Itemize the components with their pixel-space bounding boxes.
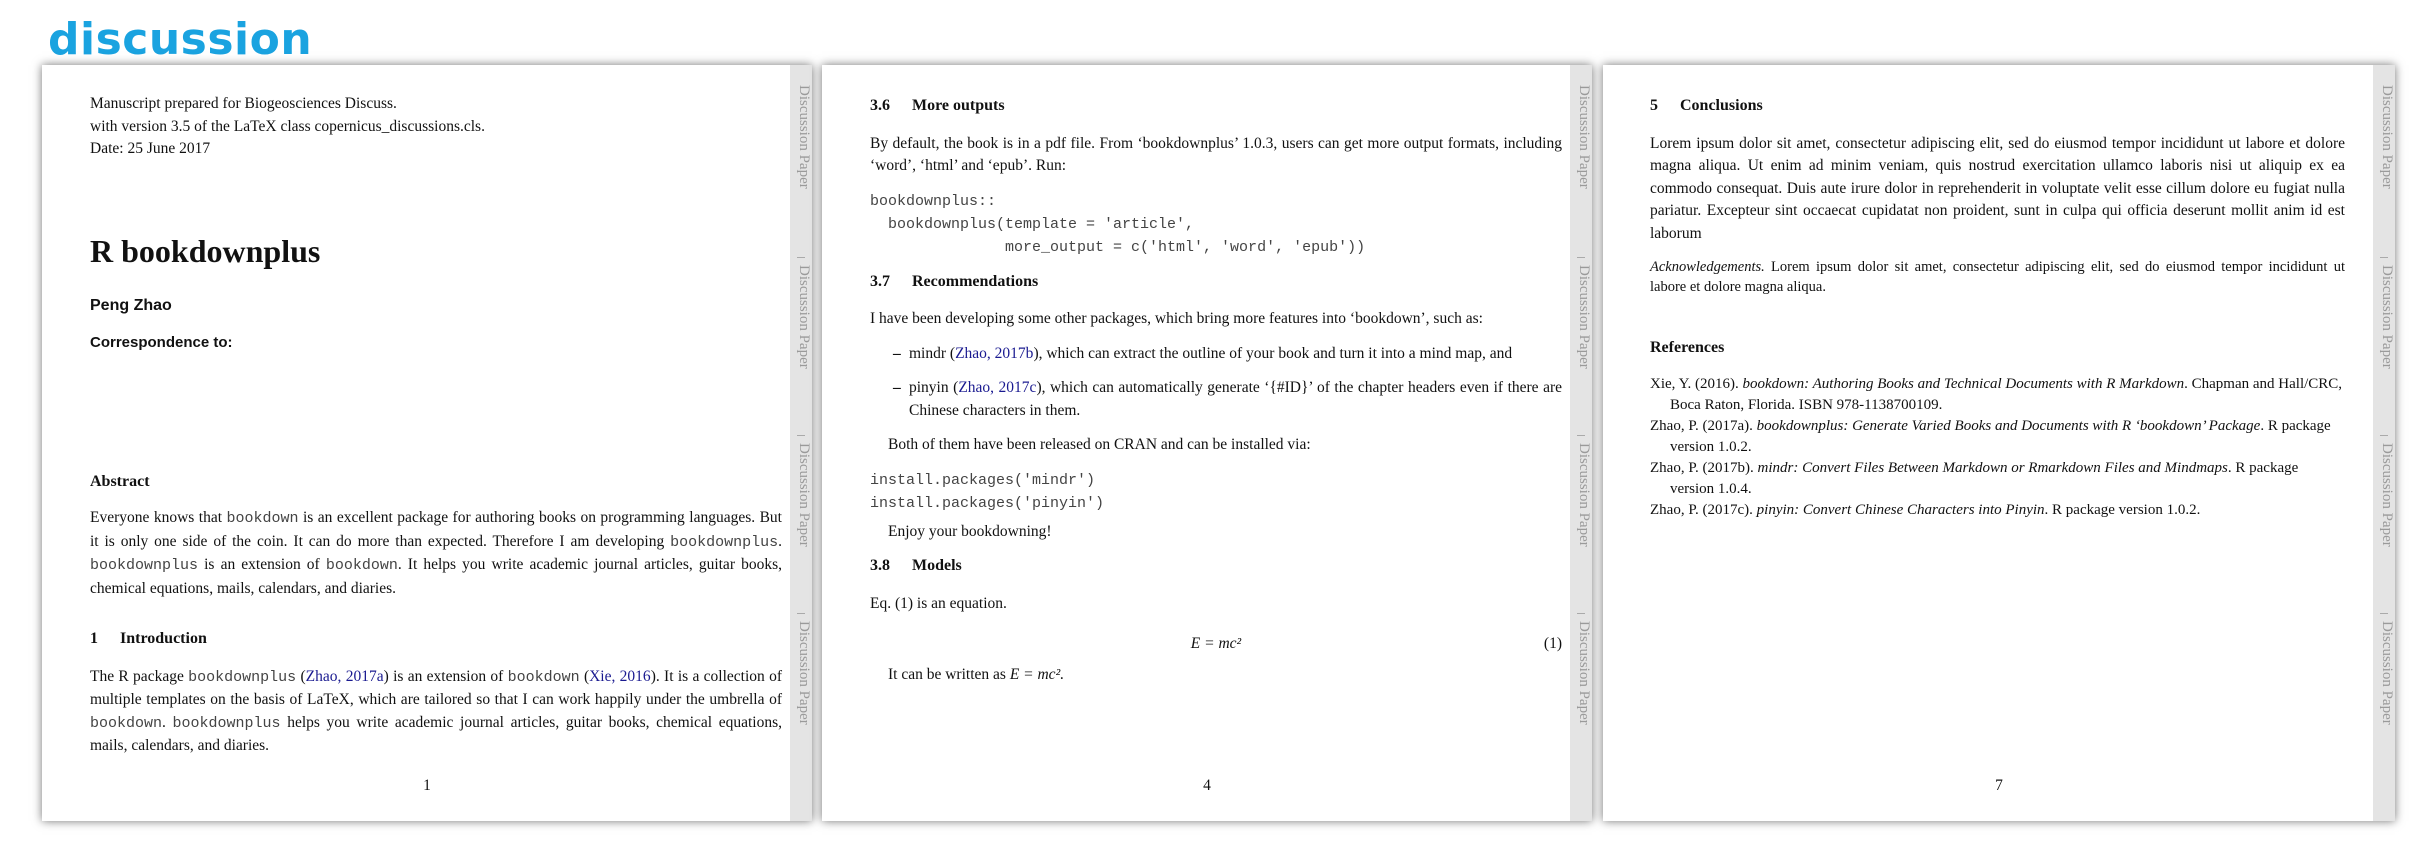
version-line: with version 3.5 of the LaTeX class copernicus_discussions.cls. <box>90 117 485 135</box>
discussion-paper-sidebar <box>1570 65 1592 821</box>
discussion-paper-sidebar <box>2373 65 2395 821</box>
page-1 <box>42 65 812 821</box>
code-block-install: install.packages('mindr') install.packages('pinyin') <box>870 471 1105 512</box>
code-block-bookdownplus: bookdownplus:: bookdownplus(template = 'article', more_output = c('html', 'word', 'epub')) <box>870 192 1366 256</box>
page-number: 4 <box>1203 777 1211 794</box>
equation-inline-text: It can be written as E = mc². <box>888 665 1065 683</box>
introduction-heading: 1 Introduction <box>90 630 207 647</box>
sidebar-divider <box>1577 435 1585 436</box>
conclusions-text: Lorem ipsum dolor sit amet, consectetur adipiscing elit, sed do eiusmod tempor incididunt ut labore et dolore magna aliqua. Ut enim ad minim veniam, quis nostrud exercitation ullamco laboris nisi ut aliquip ex ea commodo consequat. Duis aute irure dolor in reprehenderit in voluptate velit esse cillum dolore eu fugiat nulla pariatur. Excepteur sint occaecat cupidatat non proident, sunt in culpa qui officia deserunt mollit anim id est laborum <box>1650 134 2345 242</box>
equation-text: E = mc² <box>1190 635 1242 652</box>
sidebar-divider <box>2380 257 2388 258</box>
reference-item: Zhao, P. (2017b). mindr: Convert Files Between Markdown or Rmarkdown Files and Mindmaps. R package version 1.0.4. <box>1650 459 2299 497</box>
citation-link[interactable]: Zhao, 2017b <box>955 344 1034 362</box>
references-heading: References <box>1650 339 1725 356</box>
sidebar-label: Discussion Paper <box>2379 443 2395 547</box>
list-item: – pinyin (Zhao, 2017c), which can automatically generate ‘{#ID}’ of the chapter headers even if there are Chinese characters in them. <box>895 377 1562 422</box>
equation-number: (1) <box>1543 635 1562 652</box>
page-7 <box>1603 65 2395 821</box>
introduction-text: The R package bookdownplus (Zhao, 2017a) is an extension of bookdown (Xie, 2016). It is a collection of multiple templates on the basis of LaTeX, which are tailored so that I can work happily under the umbrella of bookdown. bookdownplus helps you write academic journal articles, guitar books, chemical equations, mails, calendars, and diaries. <box>90 667 783 754</box>
reference-item: Zhao, P. (2017c). pinyin: Convert Chinese Characters into Pinyin. R package version 1.0.2. <box>1650 501 2201 518</box>
equation-intro: Eq. (1) is an equation. <box>870 594 1007 612</box>
section-3-8-heading: 3.8 Models <box>870 557 962 574</box>
manuscript-meta <box>90 93 782 161</box>
sidebar-divider <box>797 613 805 614</box>
conclusions-heading: 5 Conclusions <box>1650 97 1763 114</box>
sidebar-divider <box>797 257 805 258</box>
correspondence-label: Correspondence to: <box>90 334 233 351</box>
equation-1 <box>870 633 1562 656</box>
list-item: – mindr (Zhao, 2017b), which can extract the outline of your book and turn it into a mind map, and <box>895 343 1562 366</box>
sidebar-divider <box>1577 257 1585 258</box>
package-list <box>870 343 1562 423</box>
reference-item: Xie, Y. (2016). bookdown: Authoring Books and Technical Documents with R Markdown. Chapman and Hall/CRC, Boca Raton, Florida. ISBN 978-1138700109. <box>1650 375 2343 413</box>
paper-title: R bookdownplus <box>90 232 321 269</box>
sidebar-label: Discussion Paper <box>1576 85 1592 189</box>
acknowledgements-text: Acknowledgements. Lorem ipsum dolor sit amet, consectetur adipiscing elit, sed do eiusmod tempor incididunt ut labore et dolore magna aliqua. <box>1650 259 2345 295</box>
sidebar-divider <box>797 435 805 436</box>
sidebar-label: Discussion Paper <box>796 85 812 189</box>
sidebar-label: Discussion Paper <box>1576 265 1592 369</box>
citation-link[interactable]: Zhao, 2017c <box>958 379 1037 396</box>
page-4 <box>822 65 1592 821</box>
sidebar-divider <box>2380 613 2388 614</box>
sidebar-label: Discussion Paper <box>1576 443 1592 547</box>
section-3-6-heading: 3.6 More outputs <box>870 97 1005 114</box>
section-3-6-text: By default, the book is in a pdf file. From ‘bookdownplus’ 1.0.3, users can get more output formats, including ‘word’, ‘html’ and ‘epub’. Run: <box>870 134 1562 174</box>
discussion-label: discussion <box>48 14 313 65</box>
sidebar-label: Discussion Paper <box>796 621 812 725</box>
citation-link[interactable]: Zhao, 2017a <box>305 667 384 685</box>
page-number: 7 <box>1995 777 2003 794</box>
cran-text: Both of them have been released on CRAN and can be installed via: <box>888 436 1311 453</box>
page-number: 1 <box>423 777 431 794</box>
sidebar-label: Discussion Paper <box>2379 265 2395 369</box>
author-name: Peng Zhao <box>90 296 172 314</box>
sidebar-label: Discussion Paper <box>796 443 812 547</box>
sidebar-label: Discussion Paper <box>2379 621 2395 725</box>
enjoy-text: Enjoy your bookdowning! <box>888 522 1052 540</box>
sidebar-label: Discussion Paper <box>1576 621 1592 725</box>
sidebar-divider <box>1577 613 1585 614</box>
discussion-paper-sidebar <box>790 65 812 821</box>
abstract-heading: Abstract <box>90 472 150 490</box>
date-line: Date: 25 June 2017 <box>90 140 211 157</box>
sidebar-divider <box>2380 435 2388 436</box>
abstract-text: Everyone knows that bookdown is an excellent package for authoring books on programming languages. But it is only one side of the coin. It can do more than expected. Therefore I am developing bookdownplus. bookdownplus is an extension of bookdown. It helps you write academic journal articles, guitar books, chemical equations, mails, calendars, and diaries. <box>90 509 782 597</box>
reference-item: Zhao, P. (2017a). bookdownplus: Generate Varied Books and Documents with R ‘bookdown’ Package. R package version 1.0.2. <box>1650 417 2331 455</box>
sidebar-label: Discussion Paper <box>796 265 812 369</box>
citation-link[interactable]: Xie, 2016 <box>589 667 651 685</box>
manuscript-line: Manuscript prepared for Biogeosciences Discuss. <box>90 95 397 112</box>
sidebar-label: Discussion Paper <box>2379 85 2395 189</box>
reference-list <box>1650 374 2345 521</box>
section-3-7-heading: 3.7 Recommendations <box>870 272 1039 290</box>
section-3-7-text: I have been developing some other packages, which bring more features into ‘bookdown’, such as: <box>870 310 1483 327</box>
